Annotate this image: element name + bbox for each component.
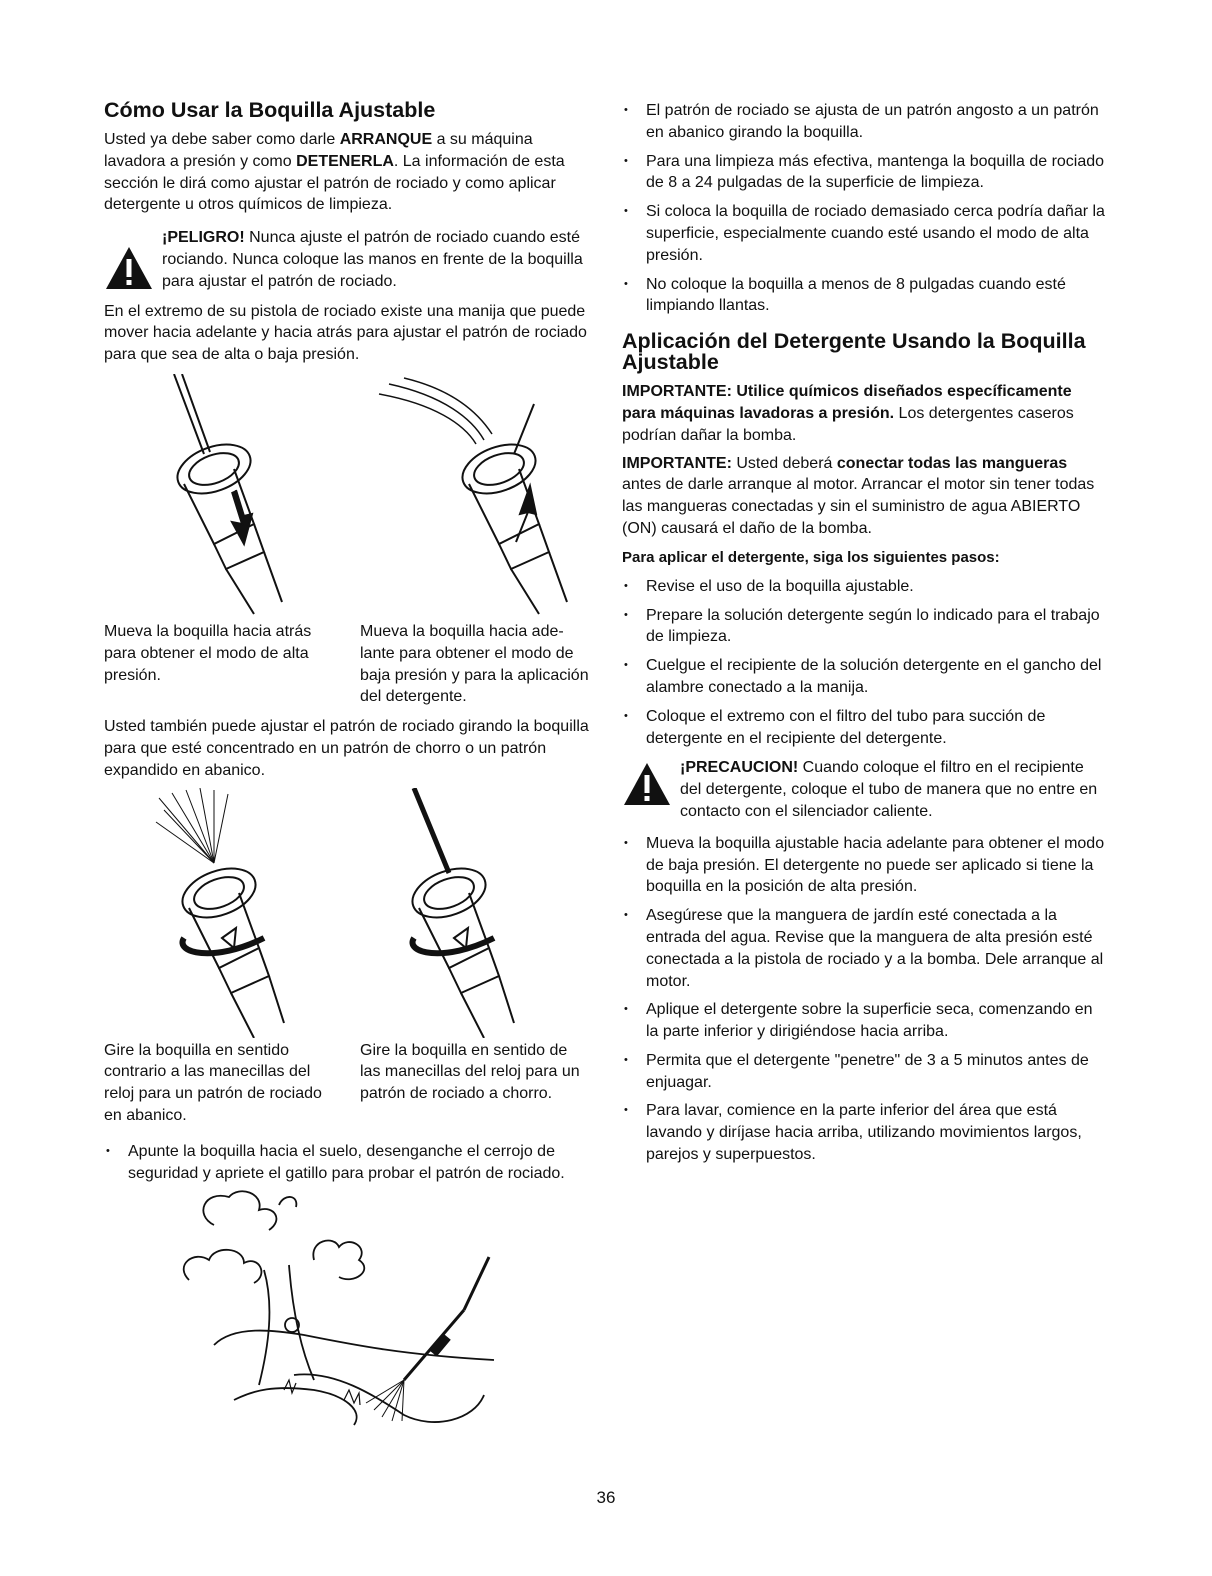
steps-list-a [622,576,1108,750]
step-item: • Asegúrese que la manguera de jardín esté conectada a la entrada del agua. Revise que la manguera de alta presión esté conectada a la pistola de rociado y a la bomba. Dele arranque al motor. [622,905,1108,992]
step-item: • Permita que el detergente "penetre" de 3 a 5 minutos antes de enjuagar. [622,1050,1108,1094]
spray-tips-list [622,100,1108,317]
tip-item: • No coloque la boquilla a menos de 8 pulgadas cuando esté limpiando llantas. [622,274,1108,318]
danger-notice [104,227,592,292]
left-column [104,100,592,1435]
caption-back: Mueva la boquilla hacia atrás para obtener el modo de alta presión. [104,622,312,684]
important-chemicals: IMPORTANTE: Utilice químicos diseñados específicamente para máquinas lavadoras a presión. Los detergentes caseros podrían dañar la bomba. [622,383,1074,444]
step-item: • Revise el uso de la boquilla ajustable. [622,576,1108,598]
caption-counterclockwise: Gire la boquilla en sentido contrario a las manecillas del reloj para un patrón de rociado en abanico. [104,1041,322,1124]
step-item: • Aplique el detergente sobre la superficie seca, comenzando en la parte inferior y dirigiéndose hacia arriba. [622,999,1108,1043]
handle-paragraph: En el extremo de su pistola de rociado existe una manija que puede mover hacia adelante y hacia atrás para ajustar el patrón de rociado para que sea de alta o baja presión. [104,302,587,364]
important-hoses: IMPORTANTE: Usted deberá conectar todas las mangueras antes de darle arranque al motor. Arrancar el motor sin tener todas las mangueras conectadas y sin el suministro de agua ABIERTO (ON) causará el daño de la bomba. [622,454,1095,537]
tree-spray-illustration [174,1185,594,1435]
intro-paragraph: Usted ya debe saber como darle ARRANQUE a su máquina lavadora a presión y como DETENERLA. La información de esta sección le dirá como ajustar el patrón de rociado y como aplicar detergente u otros químicos de limpieza. [104,131,565,214]
right-column [622,100,1108,1173]
step-item: • Mueva la boquilla ajustable hacia adelante para obtener el modo de baja presión. El detergente no puede ser aplicado si tiene la boquilla en la posición de alta presión. [622,833,1108,898]
nozzle-slide-illustration [104,374,592,619]
steps-list-b [622,833,1108,1166]
section-heading-adjustable-nozzle: Cómo Usar la Boquilla Ajustable [104,98,436,122]
page-number: 36 [596,1488,616,1507]
caution-notice [622,757,1108,822]
test-bullet-list [104,1141,592,1185]
steps-heading: Para aplicar el detergente, siga los siguientes pasos: [622,548,1000,566]
tip-item: • Para una limpieza más efectiva, mantenga la boquilla de rociado de 8 a 24 pulgadas de la superficie de limpieza. [622,151,1108,195]
warning-triangle-icon [104,245,154,291]
slide-captions [104,621,592,708]
rotate-captions [104,1040,592,1127]
tip-item: • El patrón de rociado se ajusta de un patrón angosto a un patrón en abanico girando la boquilla. [622,100,1108,144]
rotate-paragraph: Usted también puede ajustar el patrón de rociado girando la boquilla para que esté concentrado en un patrón de chorro o un patrón expandido en abanico. [104,718,589,779]
caption-forward: Mueva la boquilla hacia ade- lante para obtener el modo de baja presión y para la aplicación del detergente. [360,622,589,706]
step-item: • Prepare la solución detergente según lo indicado para el trabajo de limpieza. [622,605,1108,649]
tip-item: • Si coloca la boquilla de rociado demasiado cerca podría dañar la superficie, especialmente cuando esté usando el modo de alta presión. [622,201,1108,266]
nozzle-rotate-illustration [104,788,592,1038]
danger-text: ¡PELIGRO! Nunca ajuste el patrón de rociado cuando esté rociando. Nunca coloque las manos en frente de la boquilla para ajustar el patrón de rociado. [162,229,583,290]
section-heading-detergent: Aplicación del Detergente Usando la Boquilla Ajustable [622,329,1086,375]
step-item: • Coloque el extremo con el filtro del tubo para succión de detergente en el recipiente del detergente. [622,706,1108,750]
bullet-test-spray: • Apunte la boquilla hacia el suelo, desenganche el cerrojo de seguridad y apriete el gatillo para probar el patrón de rociado. [104,1141,592,1185]
caution-text: ¡PRECAUCION! Cuando coloque el filtro en el recipiente del detergente, coloque el tubo de manera que no entre en contacto con el silenciador caliente. [680,759,1098,820]
step-item: • Para lavar, comience en la parte inferior del área que está lavando y diríjase hacia arriba, utilizando movimientos largos, parejos y superpuestos. [622,1100,1108,1165]
warning-triangle-icon [622,761,672,807]
caption-clockwise: Gire la boquilla en sentido de las manecillas del reloj para un patrón de rociado a chorro. [360,1041,580,1103]
step-item: • Cuelgue el recipiente de la solución detergente en el gancho del alambre conectado a la manija. [622,655,1108,699]
